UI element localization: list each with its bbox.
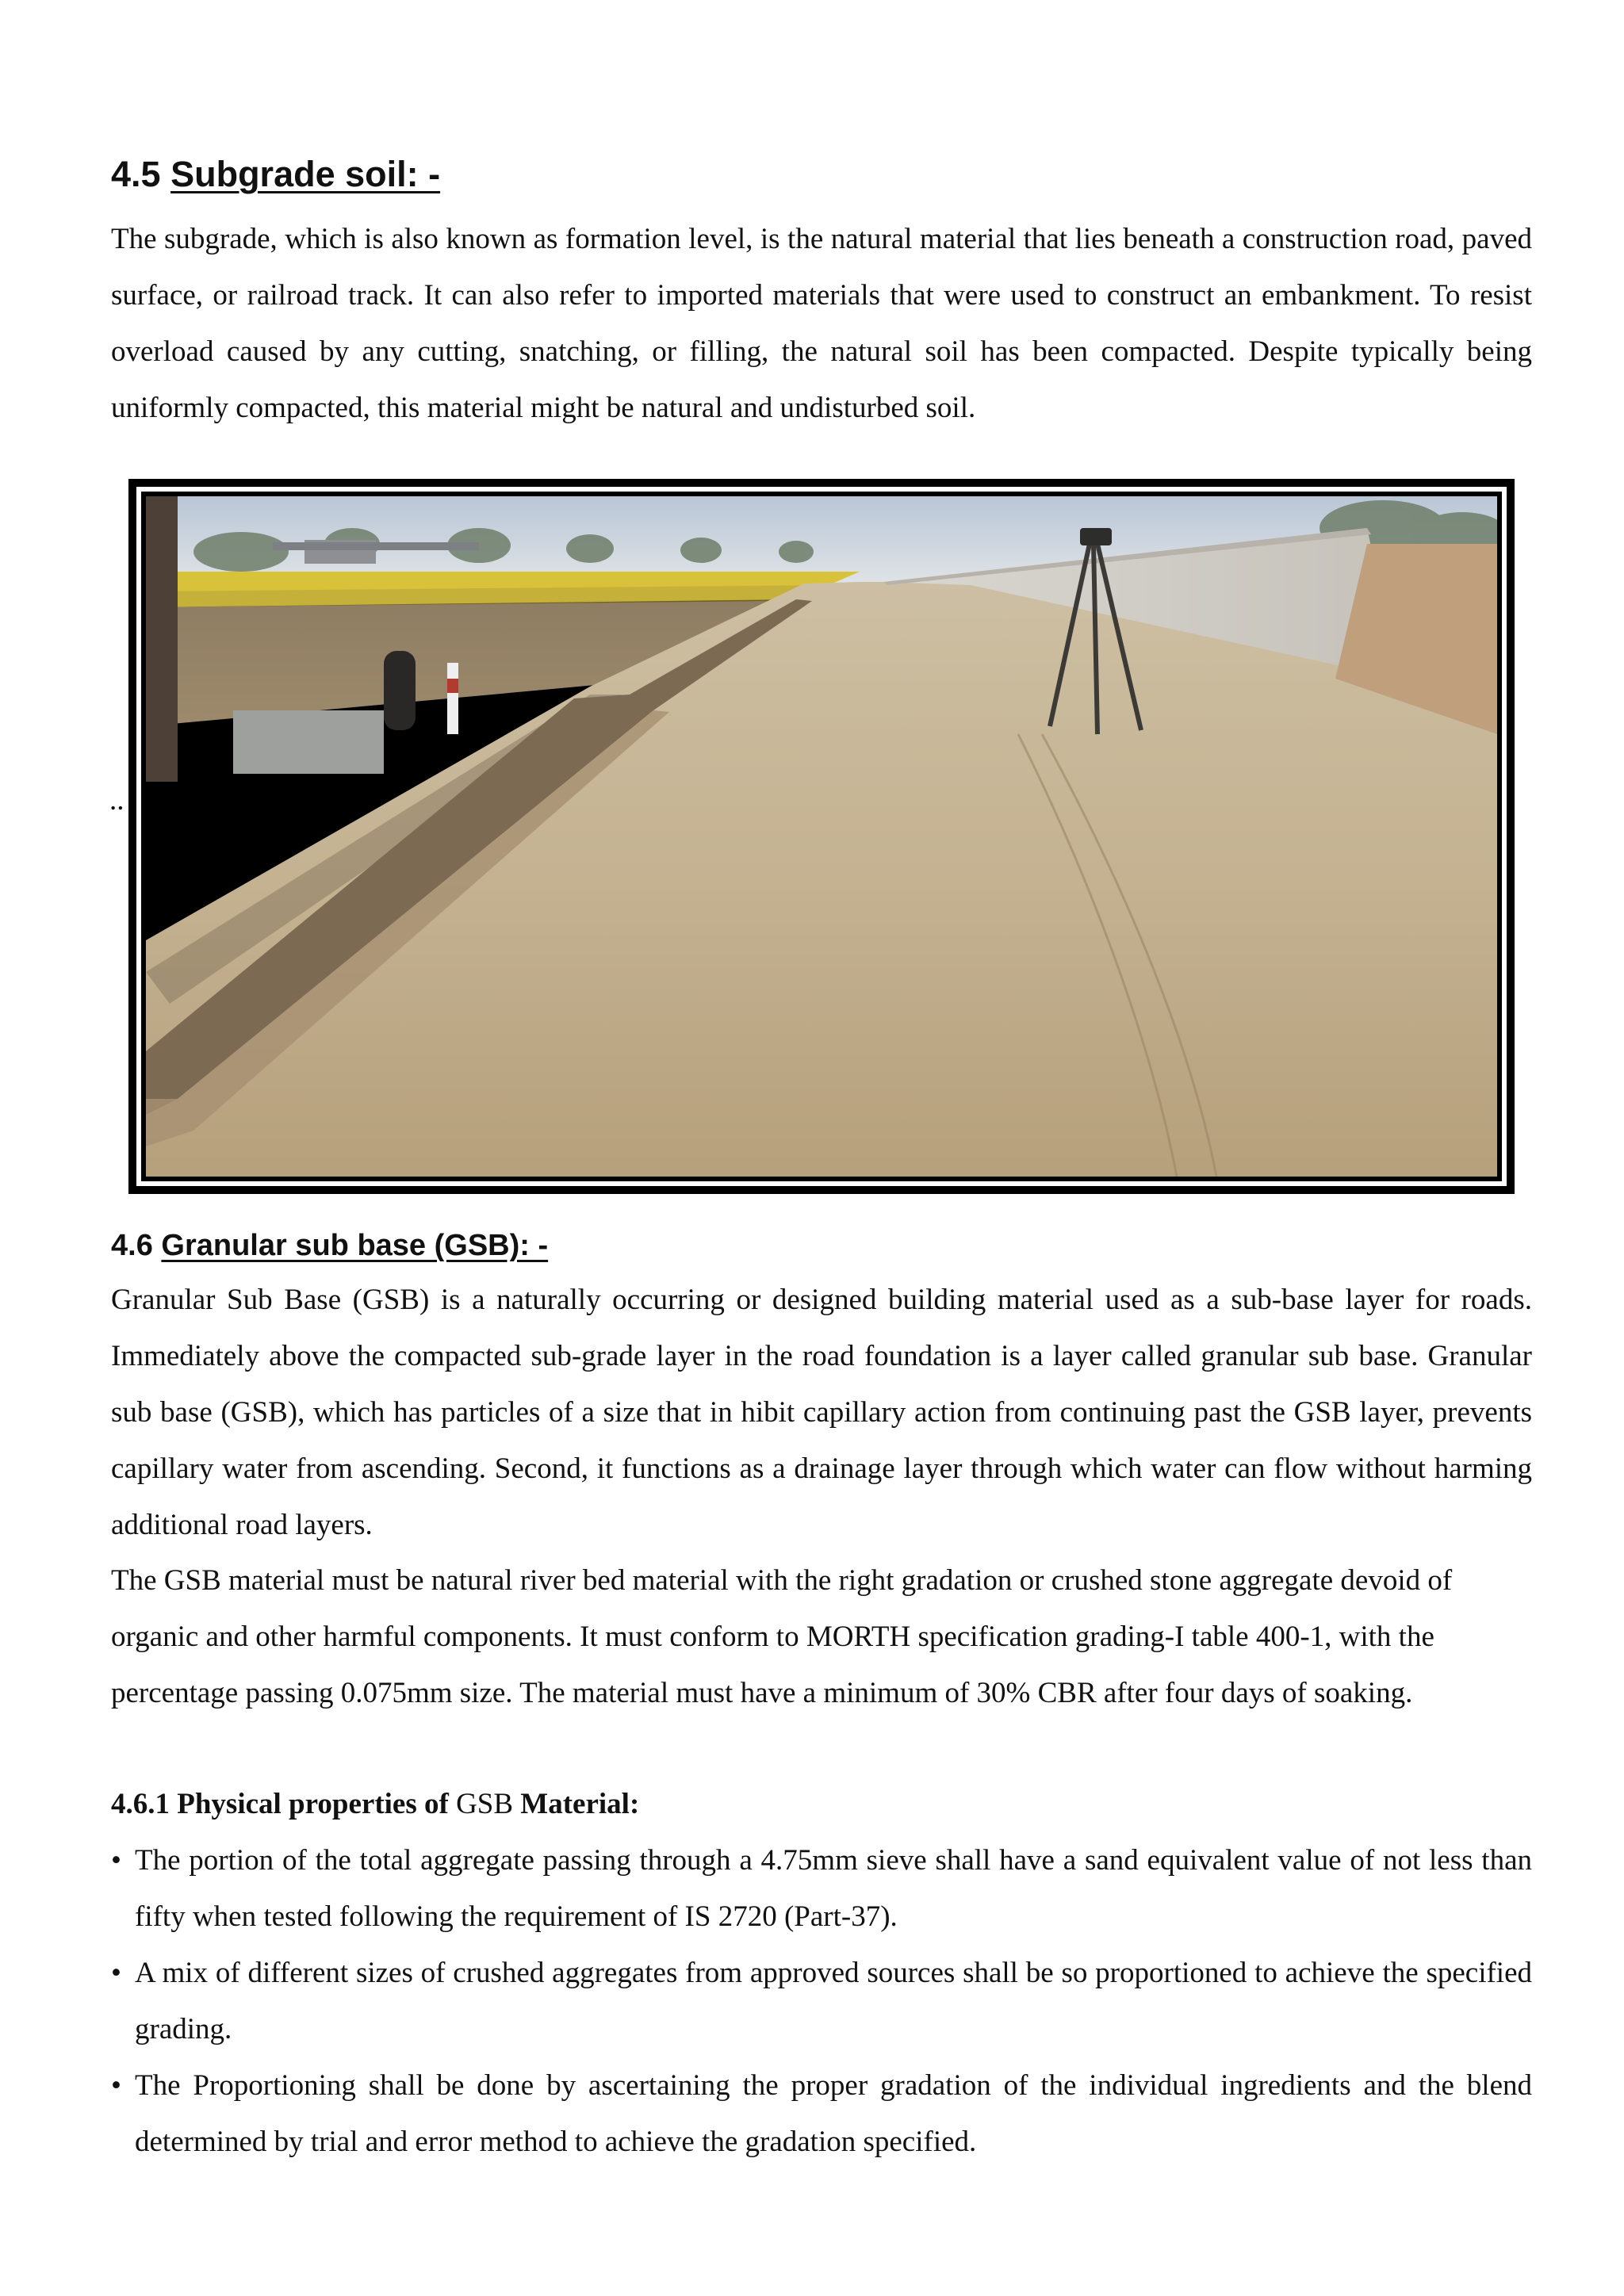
- subgrade-road-photo: [146, 496, 1497, 1177]
- bullet-icon: •: [111, 1844, 121, 1877]
- section-4-5-title: Subgrade soil: -: [170, 154, 441, 194]
- section-4-6-paragraph-2: The GSB material must be natural river bed material with the right gradation or crushed stone aggregate devoid of organic and other harmful components. It must conform to MORTH specification grading-I table 400-1, with the percentage passing 0.075mm size. The material must have a minimum of 30% CBR after four days of soaking.: [111, 1564, 1453, 1709]
- survey-level-instrument: [1080, 528, 1112, 545]
- section-4-6-heading: [111, 1225, 548, 1266]
- distant-bridge: [273, 542, 479, 550]
- section-4-6-paragraph-1: Granular Sub Base (GSB) is a naturally occurring or designed building material used as a sub-base layer for roads. Immediately above the compacted sub-grade layer in the road foundation is a layer called granular sub base. Granular sub base (GSB), which has particles of a size that in hibit capillary action from continuing past the GSB layer, prevents capillary water from ascending. Second, it functions as a drainage layer through which water can flow without harming additional road layers.: [111, 1284, 1532, 1541]
- section-4-5-number: 4.5: [111, 154, 161, 194]
- person-seated: [384, 651, 416, 730]
- list-item-text: The portion of the total aggregate passing through a 4.75mm sieve shall have a sand equivalent value of not less than fifty when tested following the requirement of IS 2720 (Part-37).: [135, 1844, 1532, 1933]
- list-item-text: The Proportioning shall be done by ascertaining the proper gradation of the individual ingredients and the blend determined by trial and error method to achieve the gradation specified.: [135, 2069, 1532, 2158]
- physical-properties-list: [111, 1832, 1532, 2170]
- section-4-6-1-heading: [111, 1776, 639, 1832]
- list-item: [111, 1832, 1532, 1945]
- section-4-6-1-heading-part2: GSB: [456, 1788, 514, 1820]
- road-photo-frame: [128, 479, 1515, 1194]
- section-4-5-heading: [111, 151, 440, 198]
- list-item: [111, 2057, 1532, 2170]
- bullet-icon: •: [111, 1957, 121, 1989]
- bullet-icon: •: [111, 2069, 121, 2102]
- marker-post: [447, 663, 458, 734]
- tree-trunk: [146, 496, 178, 782]
- figure-leading-marker: ..: [109, 784, 124, 817]
- marker-post-band: [447, 679, 458, 693]
- list-item-text: A mix of different sizes of crushed aggregates from approved sources shall be so proportioned to achieve the specified grading.: [135, 1957, 1532, 2045]
- concrete-block: [233, 710, 384, 774]
- list-item: [111, 1945, 1532, 2057]
- section-4-6-number: 4.6: [111, 1229, 153, 1262]
- section-4-6-1-heading-part1: 4.6.1 Physical properties of: [111, 1788, 449, 1820]
- section-4-5-paragraph: The subgrade, which is also known as formation level, is the natural material that lies beneath a construction road, paved surface, or railroad track. It can also refer to imported materials that were used to construct an embankment. To resist overload caused by any cutting, snatching, or filling, the natural soil has been compacted. Despite typically being uniformly compacted, this material might be natural and undisturbed soil.: [111, 223, 1532, 424]
- section-4-6-title: Granular sub base (GSB): -: [161, 1229, 549, 1262]
- section-4-6-1-heading-part3: Material:: [520, 1788, 640, 1820]
